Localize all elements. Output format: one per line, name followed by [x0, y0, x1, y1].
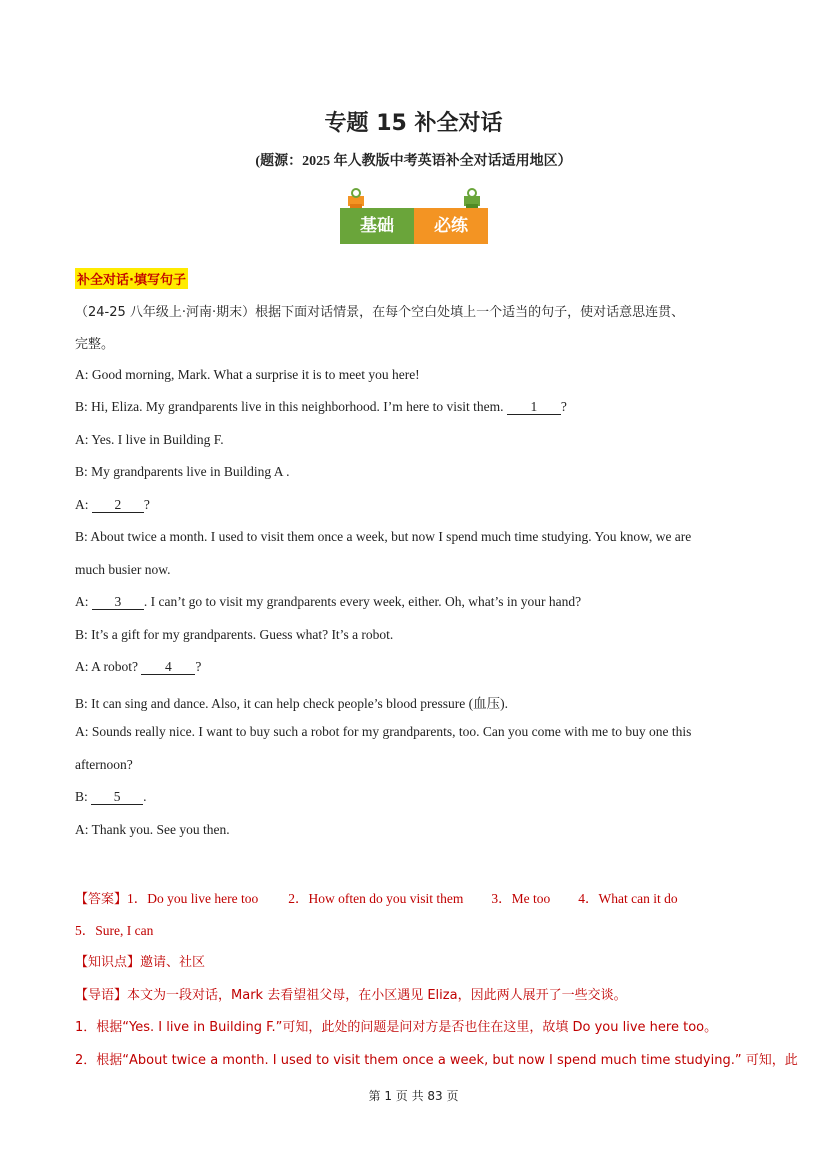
answer-item: 3．Me too	[491, 891, 551, 906]
dialogue-text: A:	[75, 497, 92, 512]
section-badge	[340, 188, 488, 246]
dialogue-line: afternoon?	[75, 757, 133, 772]
dialogue-text: A: A robot?	[75, 659, 142, 674]
dialogue-text: B: Hi, Eliza. My grandparents live in this neighborhood. I’m here to visit them.	[75, 399, 507, 414]
dialogue-text: ?	[195, 659, 202, 674]
answer-blank-3[interactable]: 3	[92, 595, 144, 610]
answer-blank-2[interactable]: 2	[92, 498, 144, 513]
dialogue-text: . I can’t go to visit my grandparents every week, either. Oh, what’s in your hand?	[143, 594, 582, 609]
answer-blank-4[interactable]: 4	[141, 660, 195, 675]
dialogue-text: A:	[75, 594, 92, 609]
dialogue-line: B: About twice a month. I used to visit them once a week, but now I spend much time studying. You know, we are	[75, 529, 692, 544]
dialogue-line: A: Sounds really nice. I want to buy such a robot for my grandparents, too. Can you come with me to buy one this	[75, 724, 692, 739]
dialogue-text: ?	[143, 497, 150, 512]
dialogue-line	[75, 399, 567, 415]
guide-label: 【导语】	[75, 988, 128, 1003]
answer-item: 2．How often do you visit them	[288, 891, 464, 906]
dialogue-line: B: It can sing and dance. Also, it can help check people’s blood pressure (血压).	[75, 696, 509, 711]
dialogue-line	[75, 497, 150, 513]
dialogue-line: A: Thank you. See you then.	[75, 822, 230, 837]
guide-text: 本文为一段对话，Mark 去看望祖父母，在小区遇见 Eliza，因此两人展开了一些交谈。	[127, 988, 627, 1003]
knowledge-label: 【知识点】	[75, 955, 141, 970]
page-subtitle: (题源：2025 年人教版中考英语补全对话适用地区）	[255, 154, 572, 169]
answer-item: 1．Do you live here too	[127, 891, 259, 906]
knowledge-line	[75, 951, 205, 970]
dialogue-text: .	[143, 789, 147, 804]
page-footer: 第 1 页 共 83 页	[368, 1089, 459, 1103]
dialogue-line: much busier now.	[75, 562, 171, 577]
dialogue-line	[75, 789, 147, 805]
answer-item: 4．What can it do	[578, 891, 678, 906]
analysis-line-1: 1．根据“Yes. I live in Building F.”可知，此处的问题是问对方是否也住在这里，故填 Do you live here too。	[75, 1020, 718, 1035]
analysis-line-2: 2．根据“About twice a month. I used to visit them once a week, but now I spend much time studying.” 可知，此	[75, 1053, 798, 1068]
dialogue-text: ?	[560, 399, 567, 414]
answer-line	[75, 887, 678, 907]
section-tag-sep: ·	[129, 273, 134, 288]
instruction-line-2: 完整。	[75, 337, 115, 352]
dialogue-line: B: My grandparents live in Building A .	[75, 464, 290, 479]
answer-item: 5．Sure, I can	[75, 923, 154, 938]
guide-line	[75, 984, 627, 1003]
instruction-line-1: （24-25 八年级上·河南·期末）根据下面对话情景，在每个空白处填上一个适当的句子，使对话意思连贯、	[75, 305, 685, 320]
section-tag-a: 补全对话	[77, 273, 130, 288]
badge-left-label: 基础	[340, 208, 414, 244]
badge-right-label: 必练	[414, 208, 488, 244]
dialogue-line: B: It’s a gift for my grandparents. Guess what? It’s a robot.	[75, 627, 394, 642]
page-title: 专题 15 补全对话	[324, 111, 503, 136]
dialogue-line	[75, 594, 581, 610]
knowledge-text: 邀请、社区	[140, 955, 206, 970]
answer-blank-1[interactable]: 1	[507, 400, 561, 415]
answer-blank-5[interactable]: 5	[91, 790, 143, 805]
dialogue-text: B:	[75, 789, 92, 804]
dialogue-line: A: Good morning, Mark. What a surprise it is to meet you here!	[75, 367, 420, 382]
answer-label: 【答案】	[75, 892, 128, 907]
section-tag-b: 填写句子	[133, 273, 186, 288]
dialogue-line: A: Yes. I live in Building F.	[75, 432, 224, 447]
dialogue-line	[75, 659, 201, 675]
section-tag	[75, 268, 188, 289]
